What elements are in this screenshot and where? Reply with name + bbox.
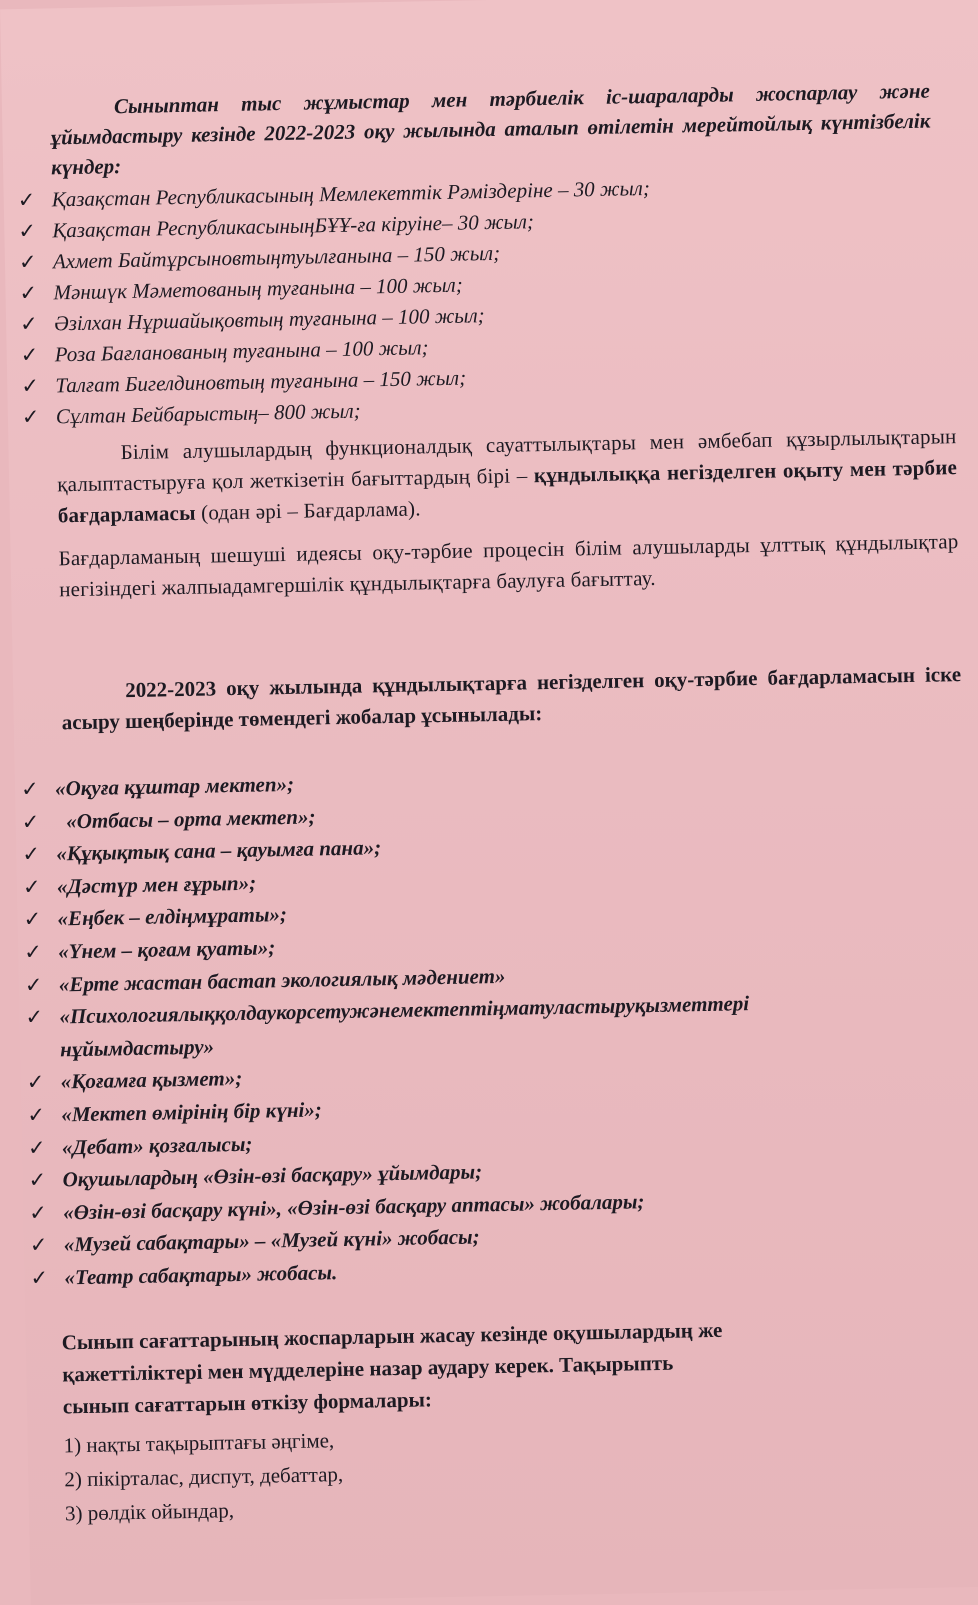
anniversary-item: ✓ Қазақстан Республикасының Мемлекеттік Рәміздеріне – 30 жыл; (17, 168, 897, 216)
project-item: ✓ «Дебат» қозғалысы; (28, 1113, 978, 1164)
check-icon: ✓ (25, 1004, 44, 1030)
projects-heading: 2022-2023 оқу жылында құндылықтарға негізделген оқу-тәрбие бағдарламасын іске асыру шеңберінде төмендегі жобалар ұсынылады: (61, 662, 962, 735)
class-hours-line: сынып сағаттарын өткізу формалары: (62, 1387, 433, 1419)
check-icon: ✓ (23, 907, 42, 932)
check-icon: ✓ (19, 311, 38, 337)
check-icon: ✓ (28, 1200, 48, 1225)
form-item: 3) рөлдік ойындар, (64, 1498, 235, 1526)
projects-list (21, 755, 978, 1295)
check-icon: ✓ (19, 280, 38, 306)
form-item: 1) нақты тақырыптағы әңгіме, (63, 1428, 335, 1458)
anniversary-item: ✓ Әзілхан Нұршайықовтың туғанына – 100 жыл; (20, 292, 900, 340)
project-item: ✓ «Отбасы – орта мектеп»; (21, 787, 978, 838)
project-item: ✓ «Оқуға құштар мектеп»; (21, 755, 978, 806)
check-icon: ✓ (21, 404, 40, 430)
project-item: ✓ «Өзін-өзі басқару күні», «Өзін-өзі басқару аптасы» жобалары; (29, 1178, 978, 1229)
check-icon: ✓ (24, 972, 43, 997)
check-icon: ✓ (22, 841, 41, 867)
check-icon: ✓ (21, 373, 40, 399)
check-icon: ✓ (27, 1102, 46, 1128)
project-item: ✓ Оқушылардың «Өзін-өзі басқару» ұйымдары; (28, 1146, 978, 1197)
anniversary-item: ✓ Сұлтан Бейбарыстың– 800 жыл; (22, 385, 902, 433)
class-hours-paragraph (61, 1308, 978, 1422)
project-item-continuation: нұйымдастыру» (59, 1034, 215, 1062)
forms-list (63, 1423, 344, 1530)
check-icon: ✓ (18, 249, 37, 275)
check-icon: ✓ (20, 776, 39, 802)
check-icon: ✓ (20, 342, 39, 368)
anniversary-item: ✓ Мәншүк Мәметованың туғанына – 100 жыл; (19, 261, 899, 309)
paragraph-functional-literacy: Білім алушылардың функционалдық сауаттылықтары мен әмбебап құзырлылықтарын қалыптастыруға қол жеткізетін бағыттардың бірі – құндылыққа негізделген оқыту мен тәрбие бағдарламасы (одан әрі – Бағдарлама). (56, 424, 958, 528)
project-item: ✓ «Үнем – қоғам қуаты»; (24, 918, 978, 969)
check-icon: ✓ (26, 1070, 45, 1095)
intro-heading: Сыныптан тыс жұмыстар мен тәрбиелік іс-шараларды жоспарлау және ұйымдастыру кезінде 2022-2023 оқу жылында аталып өтілетін мерейтойлық күнтізбелік күндер: (50, 78, 931, 180)
check-icon: ✓ (22, 874, 41, 899)
check-icon: ✓ (23, 939, 43, 965)
check-icon: ✓ (18, 218, 37, 244)
anniversary-item: ✓ Талғат Бигелдиновтың туғанына – 150 жыл; (21, 354, 901, 402)
form-item: 2) пікірталас, диспут, дебаттар, (64, 1462, 344, 1492)
project-item: ✓ «Музей сабақтары» – «Музей күні» жобасы; (30, 1211, 978, 1262)
project-item: ✓ «Құқықтық сана – қауымға пана»; (22, 820, 978, 871)
check-icon: ✓ (27, 1135, 46, 1160)
project-item: ✓ «Мектеп өмірінің бір күні»; (27, 1081, 978, 1132)
program-name: құндылыққа негізделген оқыту мен тәрбие бағдарламасы (57, 455, 958, 528)
class-hours-line: Сынып сағаттарының жоспарларын жасау кезінде оқушылардың же (61, 1317, 723, 1355)
check-icon: ✓ (29, 1233, 48, 1258)
anniversary-item: ✓ Ахмет Байтұрсыновтыңтуылғанына – 150 жыл; (19, 230, 899, 278)
project-item: ✓ «Дәстүр мен ғұрып»; (23, 852, 978, 903)
check-icon: ✓ (28, 1167, 47, 1193)
class-hours-line: қажеттіліктері мен мүдделеріне назар аудару керек. Тақырыпть (62, 1350, 674, 1387)
paragraph-program-idea: Бағдарламаның шешуші идеясы оқу-тәрбие процесін білім алушыларды ұлттық құндылықтар негізіндегі жалпыадамгершілік құндылықтарға баулуға бағыттау. (58, 529, 959, 602)
project-item: ✓ «Ерте жастан бастап экологиялық мәдениет» (25, 950, 978, 1001)
anniversary-item: ✓ Роза Бағланованың туғанына – 100 жыл; (20, 323, 900, 371)
project-item: ✓ «Психологиялыққолдаукорсетужәнемектептіңматуластыруқызметтері (25, 983, 978, 1034)
check-icon: ✓ (17, 187, 36, 213)
project-item: ✓ «Қоғамға қызмет»; (26, 1048, 978, 1099)
project-item: ✓ «Еңбек – елдіңмұраты»; (23, 885, 978, 936)
check-icon: ✓ (30, 1265, 49, 1290)
anniversary-list (17, 168, 902, 433)
project-item: ✓ «Театр сабақтары» жобасы. (30, 1244, 978, 1295)
check-icon: ✓ (21, 809, 40, 834)
anniversary-item: ✓ Қазақстан РеспубликасыныңБҰҰ-ға кіруіне– 30 жыл; (18, 199, 898, 247)
